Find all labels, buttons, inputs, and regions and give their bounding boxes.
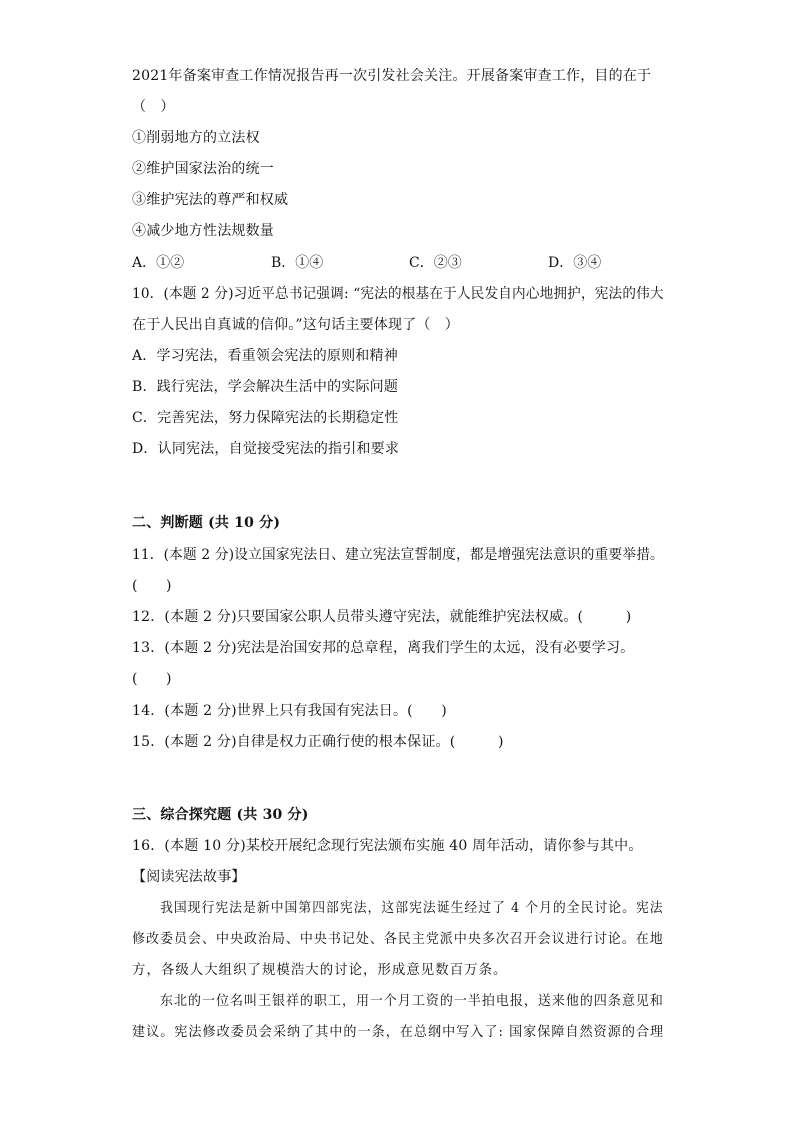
q9-option-b: B．①④	[271, 255, 324, 271]
q9-option-d: D．③④	[548, 255, 602, 271]
q9-item-3: ③维护宪法的尊严和权威	[132, 192, 289, 208]
story-paragraph1-line2: 修改委员会、中央政治局、中央书记处、各民主党派中央多次召开会议进行讨论。在地	[132, 932, 664, 947]
q10-option-b: B．践行宪法，学会解决生活中的实际问题	[132, 379, 399, 395]
q10-option-a: A．学习宪法，看重领会宪法的原则和精神	[132, 348, 398, 364]
q9-option-a: A．①②	[132, 255, 185, 271]
q10-option-d: D．认同宪法，自觉接受宪法的指引和要求	[132, 441, 400, 457]
q12: 12．(本题 2 分)只要国家公职人员带头遵守宪法，就能维护宪法权威。( )	[132, 609, 632, 625]
q15: 15．(本题 2 分)自律是权力正确行使的根本保证。( )	[132, 734, 504, 750]
q9-stem-line1: 2021年备案审查工作情况报告再一次引发社会关注。开展备案审查工作，目的在于	[132, 68, 652, 84]
q9-stem-line2: （ ）	[132, 99, 175, 115]
q9-item-1: ①削弱地方的立法权	[132, 130, 260, 146]
q11-line1: 11．(本题 2 分)设立国家宪法日、建立宪法宣誓制度，都是增强宪法意识的重要举措。	[132, 547, 664, 563]
q10-option-c: C．完善宪法，努力保障宪法的长期稳定性	[132, 410, 399, 426]
story-paragraph1-line3: 方，各级人大组织了规模浩大的讨论，形成意见数百万条。	[132, 963, 508, 978]
q13-line2: ( )	[132, 671, 172, 687]
story-paragraph2-line2: 建议。宪法修改委员会采纳了其中的一条，在总纲中写入了: 国家保障自然资源的合理	[132, 1025, 665, 1040]
q10-stem-line2: 在于人民出自真诚的信仰。”这句话主要体现了（ ）	[132, 317, 459, 333]
q14: 14．(本题 2 分)世界上只有我国有宪法日。( )	[132, 703, 447, 719]
story-subtitle: 【阅读宪法故事】	[132, 869, 246, 885]
q11-line2: ( )	[132, 578, 172, 594]
story-paragraph1-line1: 我国现行宪法是新中国第四部宪法，这部宪法诞生经过了 4 个月的全民讨论。宪法	[160, 901, 664, 916]
q9-item-2: ②维护国家法治的统一	[132, 161, 274, 177]
story-paragraph2-line1: 东北的一位名叫王银祥的职工，用一个月工资的一半拍电报，送来他的四条意见和	[160, 994, 664, 1009]
section3-title: 三、综合探究题 (共 30 分)	[132, 807, 309, 823]
q9-option-c: C．②③	[409, 255, 462, 271]
section2-title: 二、判断题 (共 10 分)	[132, 515, 281, 531]
q9-item-4: ④减少地方性法规数量	[132, 223, 274, 239]
q13-line1: 13．(本题 2 分)宪法是治国安邦的总章程，离我们学生的太远，没有必要学习。	[132, 640, 635, 656]
q16-stem: 16．(本题 10 分)某校开展纪念现行宪法颁布实施 40 周年活动，请你参与其中。	[132, 838, 643, 854]
q10-stem-line1: 10．(本题 2 分)习近平总书记强调: “宪法的根基在于人民发自内心地拥护，宪法的伟大	[132, 286, 664, 302]
